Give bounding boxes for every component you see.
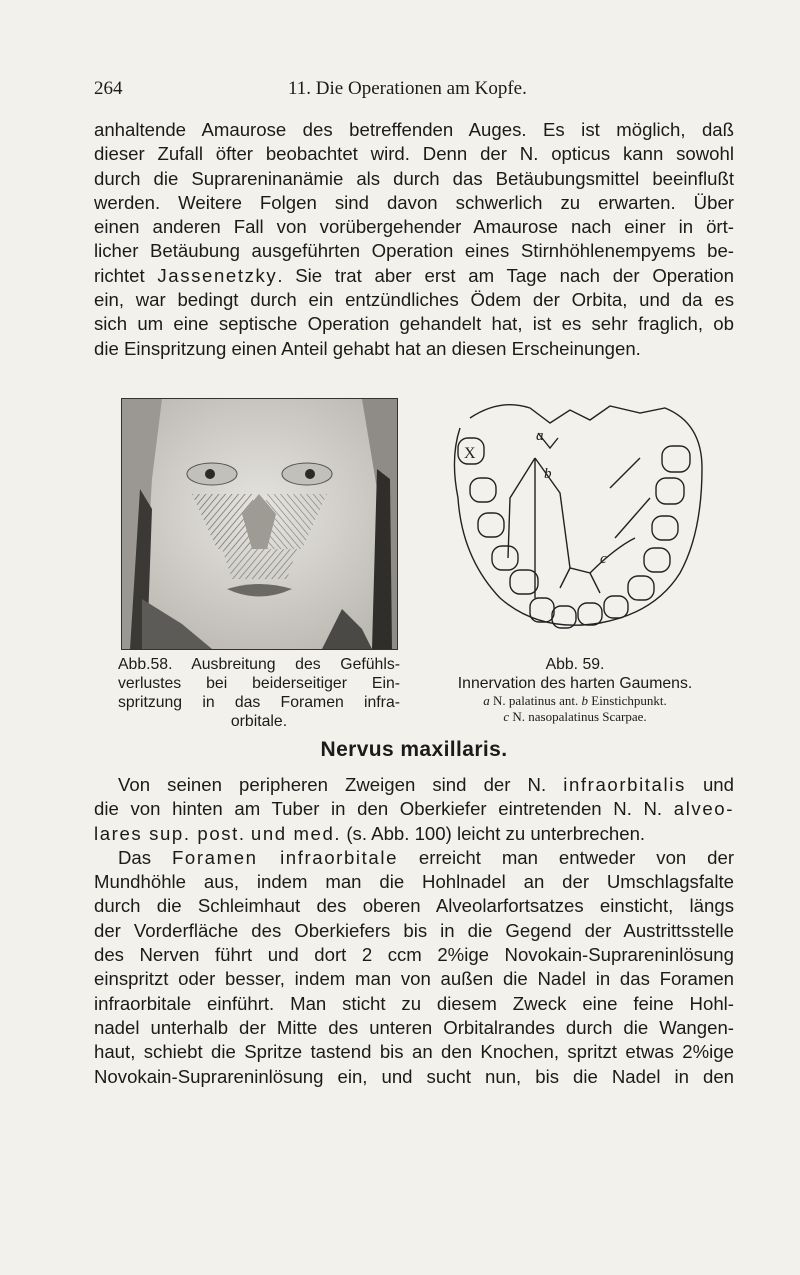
- text-line: durch die Schleimhaut des oberen Alveolarfortsatzes einsticht, längs: [94, 895, 734, 917]
- spaced-term: lares sup. post.: [94, 822, 246, 844]
- text-run: Das: [118, 846, 172, 868]
- figure-59-caption: [420, 655, 730, 725]
- spaced-term: alveo-: [673, 798, 734, 820]
- text-line: [94, 797, 734, 821]
- spaced-term: und med.: [250, 822, 342, 844]
- text-line: sich um eine septische Operation gehandelt hat, ist es sehr fraglich, ob: [94, 313, 734, 335]
- text-line: nadel unterhalb der Mitte des unteren Orbitalrandes durch die Wangen-: [94, 1016, 734, 1038]
- text-line: des Nerven führt und dort 2 ccm 2%ige Novokain-Suprareninlösung: [94, 944, 734, 966]
- paragraph-nervus-maxillaris: [94, 773, 734, 1089]
- palate-diagram: [440, 398, 710, 648]
- text-run: Von seinen peripheren Zweigen sind der N.: [118, 774, 564, 795]
- text-line: Mundhöhle aus, indem man die Hohlnadel an der Umschlagsfalte: [94, 871, 734, 893]
- text-line: einen anderen Fall von vorübergehender Amaurose nach einer in ört-: [94, 216, 734, 238]
- text-line: [94, 846, 734, 870]
- caption-line: spritzung in das Foramen infra-: [118, 694, 400, 711]
- text-run: erreicht man entweder von der: [398, 846, 735, 868]
- page-header: [94, 78, 734, 108]
- caption-line: orbitale.: [230, 713, 288, 730]
- diagram-label-c: c: [600, 551, 607, 567]
- legend-text: N. palatinus ant.: [489, 693, 582, 708]
- paragraph-amaurose: [94, 118, 734, 361]
- author-name: Jassenetzky: [157, 264, 278, 286]
- text-line: anhaltende Amaurose des betreffenden Auges. Es ist möglich, daß: [94, 119, 734, 140]
- spaced-term: infraorbitalis: [563, 774, 686, 795]
- text-run: (s. Abb. 100) leicht zu unterbrechen.: [341, 822, 646, 844]
- text-line: haut, schiebt die Spritze tastend bis an den Knochen, spritzt etwas 2%ige: [94, 1041, 734, 1063]
- figure-58-photo: [121, 398, 398, 650]
- svg-text:X: X: [464, 445, 476, 462]
- spaced-term: Foramen infraorbitale: [171, 846, 399, 868]
- caption-main: Innervation des harten Gaumens.: [457, 675, 693, 692]
- text-line: durch die Suprareninanämie als durch das Betäubungsmittel beeinflußt: [94, 167, 734, 189]
- text-line: infraorbitale einführt. Man sticht zu diesem Zweck eine feine Hohl-: [94, 992, 734, 1014]
- text-run: und: [685, 774, 734, 795]
- figure-58-caption: [118, 655, 400, 731]
- text-line: dieser Zufall öfter beobachtet wird. Denn der N. opticus kann sowohl: [94, 143, 734, 165]
- running-title: 11. Die Operationen am Kopfe.: [288, 78, 527, 99]
- text-line: der Vorderfläche des Oberkiefers bis in die Gegend der Austrittsstelle: [94, 919, 734, 941]
- text-line: [94, 264, 734, 288]
- caption-title: Abb. 59.: [545, 656, 605, 673]
- caption-line: verlustes bei beiderseitiger Ein-: [118, 675, 400, 692]
- text-run: richtet: [94, 264, 158, 286]
- legend-text: Einstichpunkt.: [588, 693, 667, 708]
- text-line: die Einspritzung einen Anteil gehabt hat an diesen Erscheinungen.: [94, 337, 641, 359]
- face-photo-illustration: [122, 399, 397, 649]
- section-heading: Nervus maxillaris.: [320, 738, 508, 761]
- text-run: die von hinten am Tuber in den Oberkiefer eintretenden N. N.: [94, 798, 674, 820]
- page-number: 264: [94, 78, 123, 99]
- legend-letter: a: [483, 693, 490, 708]
- caption-legend-line: [420, 709, 730, 725]
- caption-line: Abb.58. Ausbreitung des Gefühls-: [118, 656, 400, 673]
- legend-letter: c: [503, 709, 510, 724]
- text-line: werden. Weitere Folgen sind davon schwerlich zu erwarten. Über: [94, 191, 734, 213]
- caption-legend-line: [420, 693, 730, 709]
- legend-text: N. nasopalatinus Scarpae.: [509, 709, 647, 724]
- text-line: licher Betäubung ausgeführten Operation eines Stirnhöhlenempyems be-: [94, 240, 734, 262]
- text-line: [94, 773, 734, 797]
- figure-59-diagram: [440, 398, 710, 648]
- diagram-label-a: a: [536, 428, 544, 444]
- text-line: ein, war bedingt durch ein entzündliches Ödem der Orbita, und da es: [94, 289, 734, 311]
- text-line: [94, 822, 734, 846]
- text-line: Novokain-Suprareninlösung ein, und sucht nun, bis die Nadel in den: [94, 1065, 734, 1087]
- text-run: . Sie trat aber erst am Tage nach der Operation: [277, 264, 734, 286]
- text-line: einspritzt oder besser, indem man von außen die Nadel in das Foramen: [94, 968, 734, 990]
- legend-letter: b: [581, 693, 588, 708]
- diagram-label-b: b: [544, 466, 552, 482]
